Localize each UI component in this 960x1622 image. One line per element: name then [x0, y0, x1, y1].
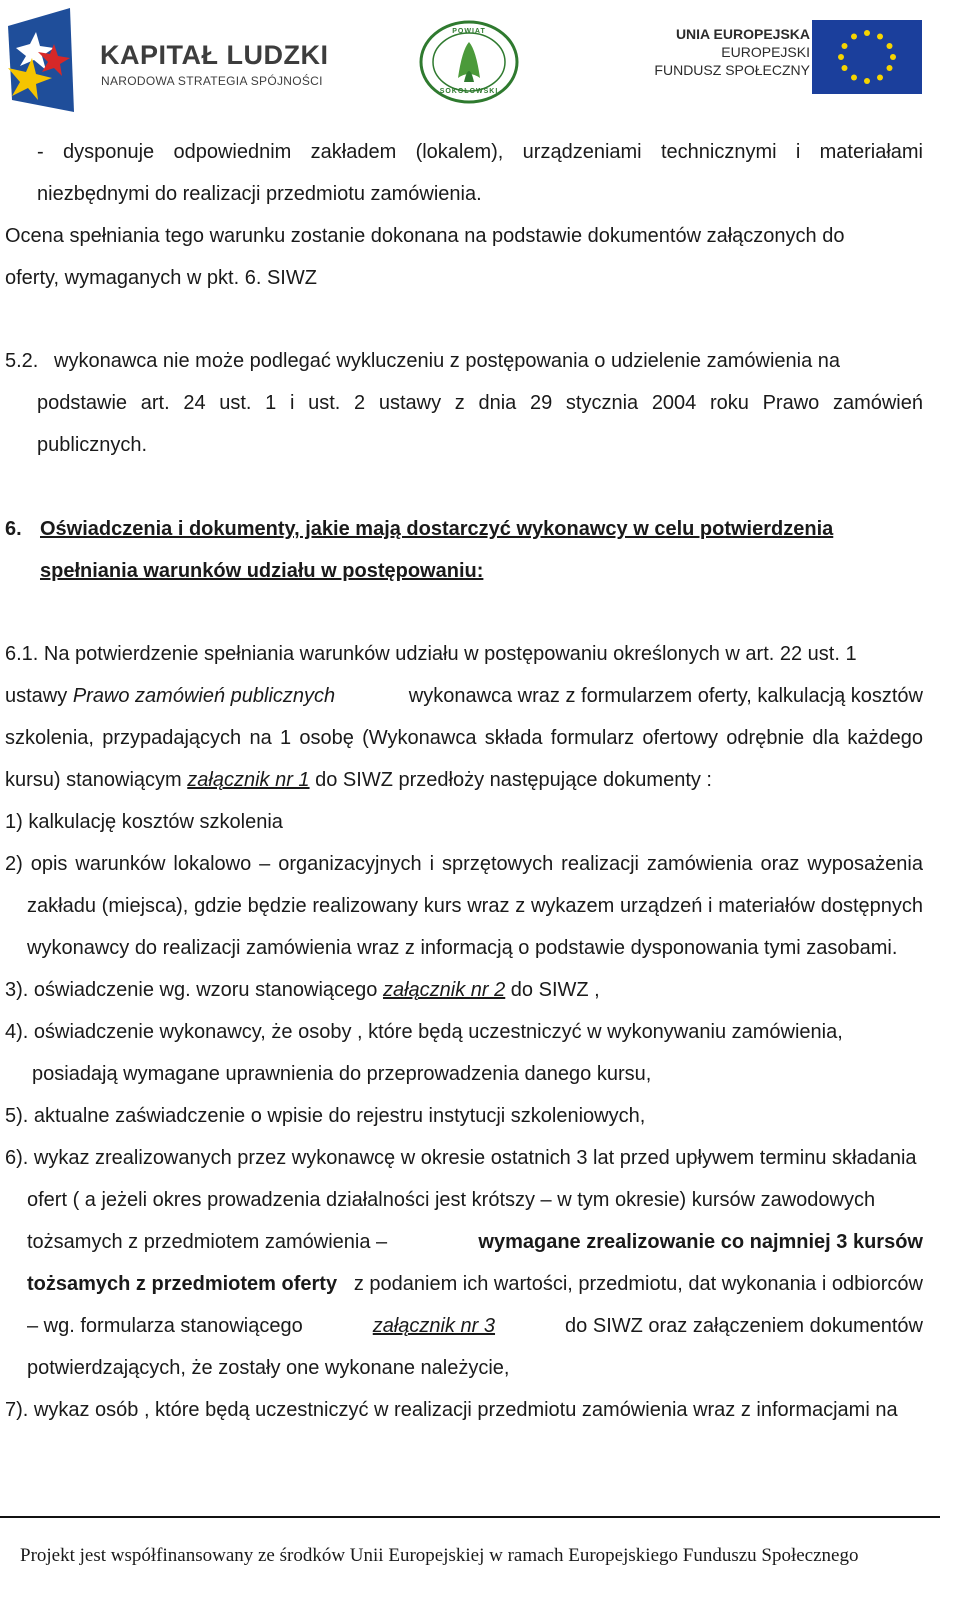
list-item: 4). oświadczenie wykonawcy, że osoby , które będą uczestniczyć w wykonywaniu zamówienia, — [5, 1021, 843, 1043]
kapital-ludzki-star-icon — [8, 8, 78, 112]
page-header — [0, 0, 960, 120]
text-line: podstawie art. 24 ust. 1 i ust. 2 ustawy z dnia 29 stycznia 2004 roku Prawo zamówień — [37, 392, 923, 414]
text-line: Ocena spełniania tego warunku zostanie dokonana na podstawie dokumentów załączonych do — [5, 225, 845, 247]
text-line: oferty, wymaganych w pkt. 6. SIWZ — [5, 267, 317, 289]
powiat-sokolowski-logo — [418, 20, 520, 104]
powiat-top-text: POWIAT — [452, 28, 486, 35]
list-item-cont: tożsamych z przedmiotem zamówienia – wymagane zrealizowanie co najmniej 3 kursów — [27, 1231, 923, 1253]
section-number: 5.2. — [5, 350, 39, 372]
list-item: 1) kalkulację kosztów szkolenia — [5, 811, 283, 833]
attachment-3-ref: załącznik nr 3 — [372, 1315, 496, 1337]
text-line: publicznych. — [37, 434, 148, 456]
list-item-cont: potwierdzających, że zostały one wykonane należycie, — [27, 1357, 510, 1379]
text-line: kursu) stanowiącym załącznik nr 1 do SIWZ przedłoży następujące dokumenty : — [5, 769, 712, 791]
list-item-cont: posiadają wymagane uprawnienia do przeprowadzenia danego kursu, — [32, 1063, 652, 1085]
kapital-ludzki-logo — [4, 4, 334, 112]
text-line — [5, 684, 923, 708]
footer-text: Projekt jest współfinansowany ze środków Unii Europejskiej w ramach Europejskiego Funduszu Społecznego — [20, 1545, 859, 1566]
kapital-ludzki-subtitle: NARODOWA STRATEGIA SPÓJNOŚCI — [101, 74, 323, 88]
list-item: 7). wykaz osób , które będą uczestniczyć w realizacji przedmiotu zamówienia wraz z informacjami na — [5, 1399, 898, 1421]
eu-line-3: FUNDUSZ SPOŁECZNY — [654, 62, 810, 78]
powiat-bottom-text: SOKOŁOWSKI — [439, 88, 499, 95]
requirement-highlight: tożsamych z przedmiotem oferty — [27, 1273, 338, 1295]
list-item: 5). aktualne zaświadczenie o wpisie do rejestru instytucji szkoleniowych, — [5, 1105, 646, 1127]
list-item-cont: zakładu (miejsca), gdzie będzie realizowany kurs wraz z wykazem urządzeń i materiałów dostępnych — [27, 895, 923, 917]
section-heading-number: 6. — [5, 518, 22, 540]
list-item: 3). oświadczenie wg. wzoru stanowiącego załącznik nr 2 do SIWZ , — [5, 979, 600, 1001]
list-item-cont: tożsamych z przedmiotem oferty z podaniem ich wartości, przedmiotu, dat wykonania i odbiorców — [27, 1273, 923, 1295]
list-item: 6). wykaz zrealizowanych przez wykonawcę w okresie ostatnich 3 lat przed upływem terminu składania — [5, 1147, 917, 1169]
list-item: 2) opis warunków lokalowo – organizacyjnych i sprzętowych realizacji zamówienia oraz wyposażenia — [5, 853, 923, 875]
eu-line-1: UNIA EUROPEJSKA — [675, 26, 810, 42]
attachment-1-ref: załącznik nr 1 — [187, 769, 310, 791]
footer-divider — [0, 1516, 940, 1518]
list-item-cont: – wg. formularza stanowiącego załącznik nr 3 do SIWZ oraz załączeniem dokumentów — [27, 1315, 923, 1337]
text-line: wykonawca nie może podlegać wykluczeniu z postępowania o udzielenie zamówienia na — [54, 350, 841, 372]
text-span: wykonawca wraz z formularzem oferty, kalkulacją kosztów — [408, 685, 923, 707]
text-span: ustawy Prawo zamówień publicznych — [5, 685, 336, 707]
text-line: szkolenia, przypadających na 1 osobę (Wykonawca składa formularz ofertowy odrębnie dla każdego — [5, 727, 923, 749]
section-heading: spełniania warunków udziału w postępowaniu: — [40, 560, 484, 582]
section-heading: Oświadczenia i dokumenty, jakie mają dostarczyć wykonawcy w celu potwierdzenia — [40, 518, 834, 540]
list-item-cont: wykonawcy do realizacji zamówienia wraz z informacją o podstawie dysponowania tymi zasobami. — [27, 937, 898, 959]
text-line: niezbędnymi do realizacji przedmiotu zamówienia. — [37, 183, 482, 205]
attachment-2-ref: załącznik nr 2 — [382, 979, 506, 1001]
requirement-highlight: wymagane zrealizowanie co najmniej 3 kursów — [478, 1231, 923, 1253]
list-item-cont: ofert ( a jeżeli okres prowadzenia działalności jest krótszy – w tym okresie) kursów zawodowych — [27, 1189, 876, 1211]
kapital-ludzki-title: KAPITAŁ LUDZKI — [100, 40, 329, 70]
text-line: 6.1. Na potwierdzenie spełniania warunków udziału w postępowaniu określonych w art. 22 ust. 1 — [5, 643, 857, 665]
text-line: - dysponuje odpowiednim zakładem (lokalem), urządzeniami technicznymi i materiałami — [37, 141, 923, 163]
eu-line-2: EUROPEJSKI — [721, 44, 810, 60]
eu-flag-icon — [812, 20, 922, 94]
eu-label-block — [640, 26, 810, 86]
